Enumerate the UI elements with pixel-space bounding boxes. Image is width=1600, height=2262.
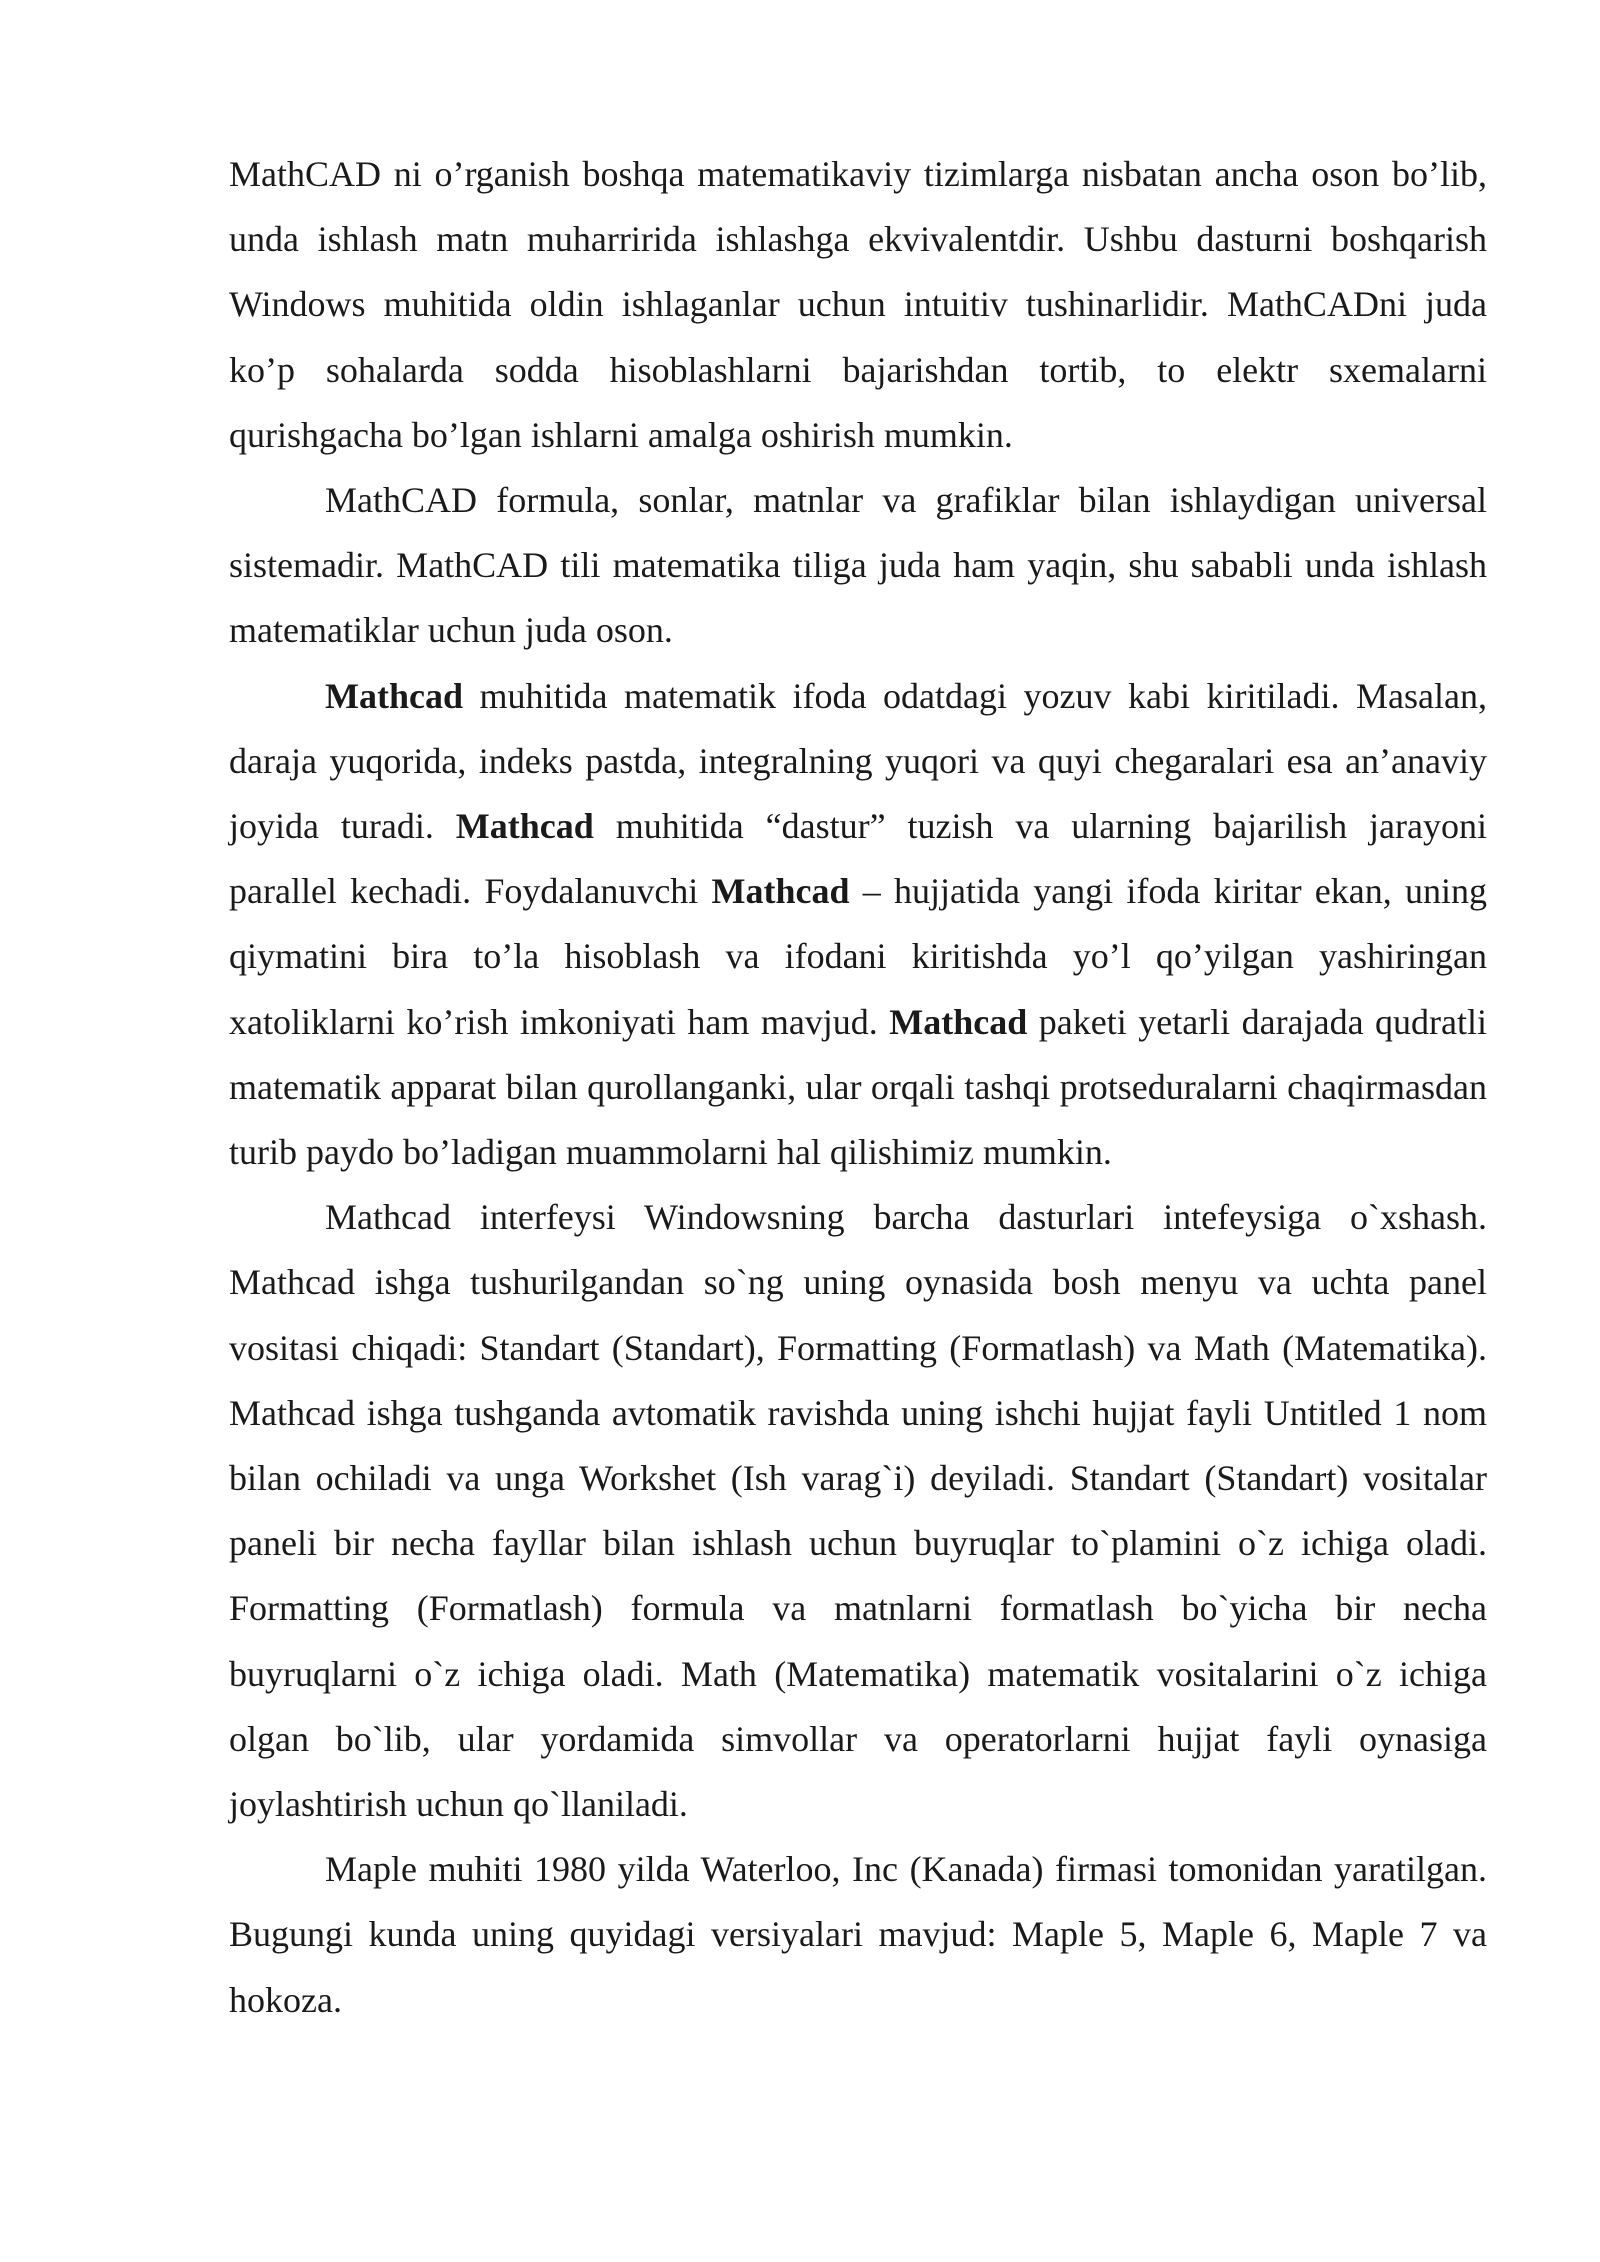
paragraph-text: Maple muhiti 1980 yilda Waterloo, Inc (Kanada) firmasi tomonidan yaratilgan. Bugungi kunda uning quyidagi versiyalari mavjud: Maple 5, Maple 6, Maple 7 va hokoza. (229, 1849, 1487, 2020)
paragraph-text: Mathcad interfeysi Windowsning barcha dasturlari intefeysiga o`xshash. Mathcad ishga tushurilgandan so`ng uning oynasida bosh menyu va uchta panel vositasi chiqadi: Standart (Standart), Formatting (Formatlash) va Math (Matematika). Mathcad ishga tushganda avtomatik ravishda uning ishchi hujjat fayli Untitled 1 nom bilan ochiladi va unga Workshet (Ish varag`i) deyiladi. Standart (Standart) vositalar paneli bir necha fayllar bilan ishlash uchun buyruqlar to`plamini o`z ichiga oladi. Formatting (Formatlash) formula va matnlarni formatlash bo`yicha bir necha buyruqlarni o`z ichiga oladi. Math (Matematika) matematik vositalarini o`z ichiga olgan bo`lib, ular yordamida simvollar va operatorlarni hujjat fayli oynasiga joylashtirish uchun qo`llaniladi. (229, 1197, 1487, 1825)
bold-term: Mathcad (325, 675, 463, 716)
paragraph-mathcad-universal (229, 468, 1487, 664)
paragraph-text: paketi yetarli darajada qudratli matematik apparat bilan qurollanganki, ular orqali tashqi protseduralarni chaqirmasdan turib paydo bo’ladigan muammolarni hal qilishimiz mumkin. (229, 1001, 1487, 1173)
paragraph-text: MathCAD ni o’rganish boshqa matematikaviy tizimlarga nisbatan ancha oson bo’lib, unda ishlash matn muharririda ishlashga ekvivalentdir. Ushbu dasturni boshqarish Windows muhitida oldin ishlaganlar uchun intuitiv tushinarlidir. MathCADni juda ko’p sohalarda sodda hisoblashlarni bajarishdan tortib, to elektr sxemalarni qurishgacha bo’lgan ishlarni amalga oshirish mumkin. (229, 154, 1487, 455)
bold-term: Mathcad (455, 806, 594, 847)
paragraph-mathcad-interface (229, 1185, 1487, 1837)
paragraph-text: muhitida “dastur” tuzish va ularning bajarilish jarayoni parallel kechadi. Foydalanuvchi (229, 806, 1488, 912)
paragraph-mathcad-environment (229, 664, 1487, 1186)
paragraph-text: – hujjatida yangi ifoda kiritar ekan, uning qiymatini bira to’la hisoblash va ifodani kiritishda yo’l qo’yilgan yashiringan xatoliklarni ko’rish imkoniyati ham mavjud. (229, 871, 1487, 1042)
paragraph-maple (229, 1837, 1487, 2033)
paragraph-mathcad-intro (229, 142, 1487, 468)
paragraph-text: muhitida matematik ifoda odatdagi yozuv kabi kiritiladi. Masalan, daraja yuqorida, indeks pastda, integralning yuqori va quyi chegaralari esa an’anaviy joyida turadi. (229, 675, 1487, 847)
paragraph-text: MathCAD formula, sonlar, matnlar va grafiklar bilan ishlaydigan universal sistemadir. MathCAD tili matematika tiliga juda ham yaqin, shu sababli unda ishlash matematiklar uchun juda oson. (229, 480, 1487, 651)
bold-term: Mathcad (711, 871, 850, 912)
document-body (229, 142, 1487, 2033)
bold-term: Mathcad (889, 1001, 1028, 1042)
